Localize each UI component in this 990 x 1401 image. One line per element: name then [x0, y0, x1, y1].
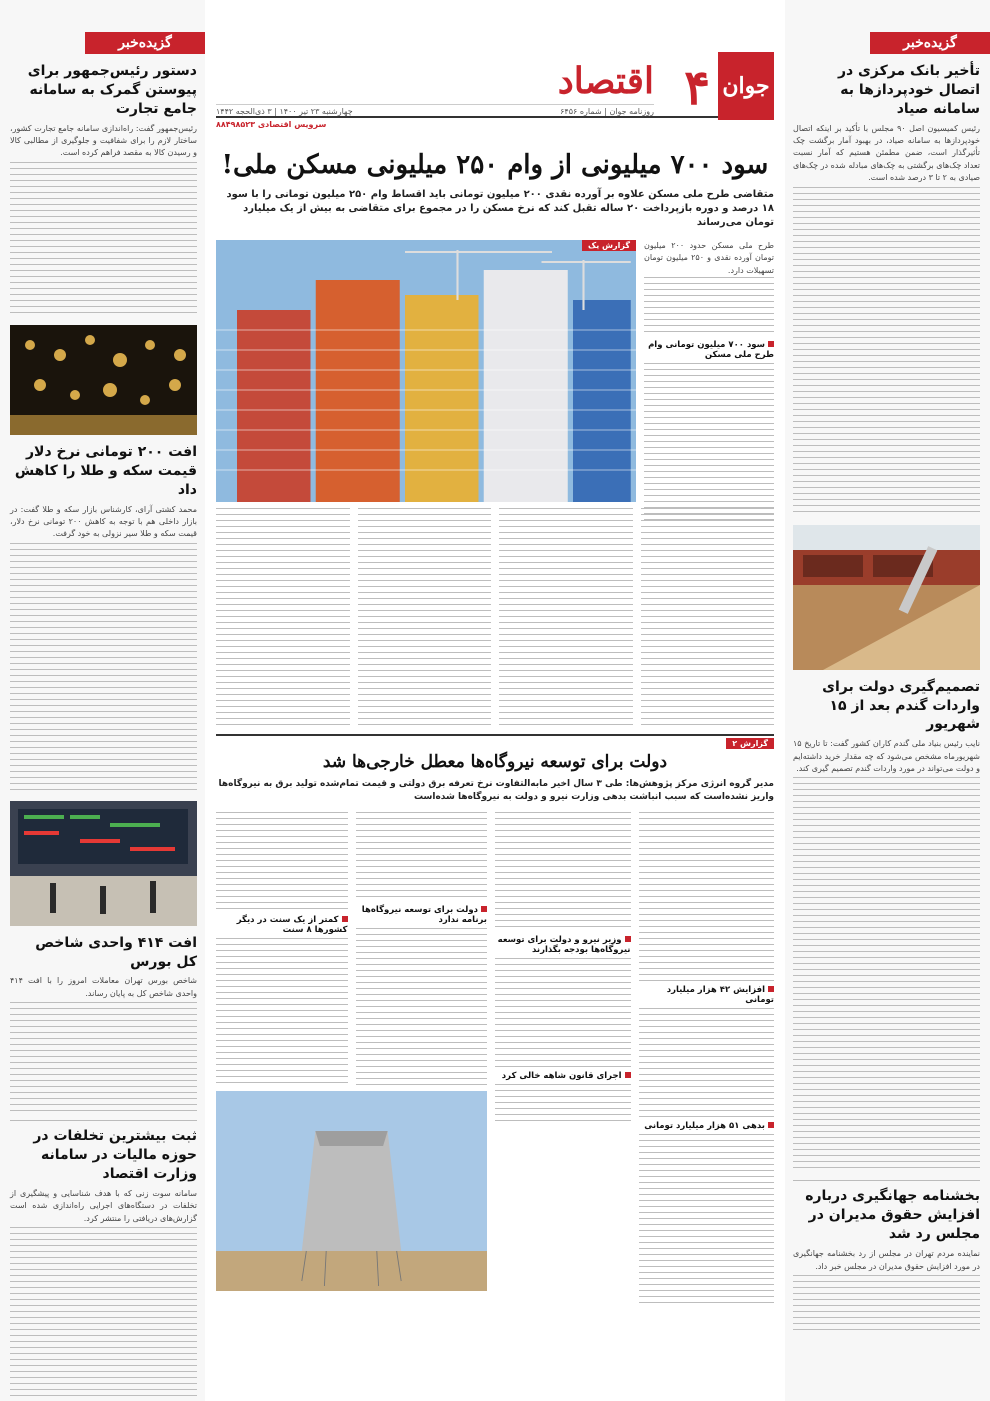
news-headline[interactable]: ثبت بیشترین تخلفات در حوزه مالیات در سامانه وزارت اقتصاد — [33, 1128, 197, 1183]
section2-right-block — [216, 812, 487, 1292]
main-headline[interactable]: سود ۷۰۰ میلیونی از وام ۲۵۰ میلیونی مسکن ملی! — [221, 150, 769, 180]
main-intro: طرح ملی مسکن حدود ۲۰۰ میلیون تومان آورده نقدی و ۲۵۰ میلیون تومان تسهیلات دارد. — [644, 241, 775, 275]
section2-lead: مدیر گروه انرژی مرکز پژوهش‌ها: طی ۳ سال اخیر مابه‌التفاوت نرخ تعرفه برق دولتی و قیمت تمام‌شده تولید برق به نیروگاه‌ها واریز نشده‌است که سبب انباشت بدهی وزارت نیرو و دولت به نیروگاه‌ها شده‌است — [218, 779, 774, 803]
section2-subhead: کمتر از یک سنت در دیگر کشورها ۸ سنت — [236, 915, 348, 936]
main-story-top — [216, 240, 774, 502]
news-body-continued — [10, 543, 197, 793]
news-headline[interactable]: تأخیر بانک مرکزی در اتصال خودپردازها به سامانه صیاد — [837, 63, 980, 117]
stock-exchange-photo — [10, 801, 197, 926]
body-column — [641, 508, 775, 726]
news-digest-tag: گزیده‌خبر — [85, 32, 205, 54]
right-sidebar — [785, 0, 990, 1401]
news-item — [10, 443, 197, 793]
news-body: نماینده مردم تهران در مجلس از رد بخشنامه جهانگیری در مورد افزایش حقوق مدیران در مجلس خبر داد. — [793, 1249, 980, 1271]
news-body: سامانه سوت زنی که با هدف شناسایی و پیشگیری از تخلفات در دستگاه‌های اجرایی راه‌اندازی شده است گزارش‌های دریافتی را منتشر کرد. — [10, 1188, 197, 1223]
gold-jewelry-photo — [10, 325, 197, 435]
body-lines — [644, 277, 774, 337]
body-lines — [356, 812, 488, 902]
news-item — [793, 62, 980, 517]
news-digest-tag: گزیده‌خبر — [870, 32, 990, 54]
body-column — [499, 508, 633, 726]
news-headline[interactable]: بخشنامه جهانگیری درباره افزایش حقوق مدیران در مجلس رد شد — [805, 1188, 980, 1243]
news-item — [10, 934, 197, 1113]
news-body: محمد کشتی آرای، کارشناس بازار سکه و طلا گفت: در بازار داخلی هم با توجه به کاهش ۲۰۰ تومانی نرخ دلار، قیمت سکه و طلا سیر نزولی به خود گرفت. — [10, 504, 197, 539]
news-headline[interactable]: تصمیم‌گیری دولت برای واردات گندم بعد از ۱۵ شهریور — [822, 678, 980, 733]
body-lines — [495, 1084, 631, 1124]
news-item — [793, 678, 980, 1173]
body-lines — [216, 812, 348, 912]
body-lines — [356, 928, 488, 1088]
news-body: نایب رئیس بنیاد ملی گندم کاران کشور گفت: تا تاریخ ۱۵ شهریورماه مشخص می‌شود که چه مقدار خرید داشته‌ایم و دولت می‌تواند در مورد واردات گندم تصمیم گیری کند. — [793, 739, 980, 774]
main-subhead: سود ۷۰۰ میلیون تومانی وام طرح ملی مسکن — [648, 340, 774, 361]
section2-subhead: بدهی ۵۱ هزار میلیارد تومانی — [639, 1121, 775, 1131]
body-column — [356, 812, 488, 1087]
body-lines — [644, 363, 774, 523]
body-lines — [639, 1008, 775, 1118]
news-headline[interactable]: دستور رئیس‌جمهور برای پیوستن گمرک به سامانه جامع تجارت — [27, 63, 197, 117]
news-body-continued — [10, 162, 197, 317]
issue-number: روزنامه جوان | شماره ۶۴۵۶ — [560, 107, 654, 116]
power-plant-photo — [216, 1091, 487, 1291]
news-item — [10, 62, 197, 317]
section2-headline[interactable]: دولت برای توسعه نیروگاه‌ها معطل خارجی‌ها شد — [322, 752, 668, 772]
body-lines — [639, 812, 775, 982]
news-body-continued — [10, 1227, 197, 1397]
body-lines — [216, 938, 348, 1088]
news-headline[interactable]: افت ۴۱۴ واحدی شاخص کل بورس — [35, 934, 197, 970]
report-tag: گزارش ۲ — [726, 738, 774, 749]
news-body-continued — [793, 777, 980, 1172]
section2 — [216, 734, 774, 1292]
main-column — [210, 0, 780, 1401]
news-body: رئیس‌جمهور گفت: راه‌اندازی سامانه جامع تجارت کشور، ساختار لازم را برای شفافیت و جلوگیری از مطالبی کالا و رسیدن کالا به مقصد فراهم کرده است. — [10, 123, 197, 158]
section2-subhead: وزیر نیرو و دولت برای توسعه نیروگاه‌ها بودجه بگذارند — [497, 935, 631, 956]
main-story-intro-column — [644, 240, 774, 502]
section-title: اقتصاد — [557, 60, 654, 102]
wheat-photo — [793, 525, 980, 670]
news-item — [793, 1180, 980, 1334]
main-lead: متقاضی طرح ملی مسکن علاوه بر آورده نقدی ۲۰۰ میلیون تومانی باید اقساط وام ۲۵۰ میلیون تومانی را با سود ۱۸ درصد و دوره بازپرداخت ۲۰ ساله تقبل کند که نرخ مسکن را در مجموع برای متقاضی به بیش از یک میلیارد تومان می‌رساند — [226, 189, 774, 228]
section2-subhead: افزایش ۴۲ هزار میلیارد تومانی — [666, 985, 774, 1006]
issue-date: چهارشنبه ۲۳ تیر ۱۴۰۰ | ۳ ذی‌الحجه ۱۴۴۲ — [216, 107, 353, 116]
newspaper-logo[interactable]: جوان — [718, 52, 774, 120]
body-column — [358, 508, 492, 726]
page-number: ۴ — [684, 60, 710, 116]
news-body-continued — [793, 1275, 980, 1335]
news-body-continued — [793, 187, 980, 517]
news-item — [10, 1120, 197, 1397]
service-contact: سرویس اقتصادی ۸۸۴۹۸۵۲۳ — [216, 120, 327, 129]
left-sidebar — [0, 0, 205, 1401]
section2-subhead: اجرای قانون شاهه خالی کرد — [495, 1071, 631, 1081]
issue-info — [216, 104, 654, 116]
news-headline[interactable]: افت ۲۰۰ تومانی نرخ دلار قیمت سکه و طلا را کاهش داد — [14, 443, 197, 498]
masthead — [216, 30, 774, 118]
body-column — [639, 812, 775, 1292]
body-column — [216, 812, 348, 1087]
construction-photo — [216, 240, 636, 502]
report-tag: گزارش یک — [582, 240, 636, 251]
main-story-columns — [216, 508, 774, 726]
body-lines — [639, 1134, 775, 1304]
news-body: شاخص بورس تهران معاملات امروز را با افت ۴۱۴ واحدی شاخص کل به پایان رساند. — [10, 976, 197, 998]
news-body-continued — [10, 1002, 197, 1112]
section2-columns — [216, 812, 774, 1292]
body-column — [495, 812, 631, 1292]
news-body: رئیس کمیسیون اصل ۹۰ مجلس با تأکید بر اینکه اتصال خودپردازها به سامانه صیاد، در بهبود آمار برگشت چک تأثیرگذار است، ضمن مطمئن هستیم که آمار نسبت تعداد چک‌های برگشتی به چک‌های مبادله شده در چک‌های صیادی به ۲ تا ۳ درصد شده است. — [793, 123, 981, 183]
body-lines — [495, 812, 631, 932]
body-lines — [495, 958, 631, 1068]
body-column — [216, 508, 350, 726]
section2-subhead: دولت برای توسعه نیروگاه‌ها برنامه ندارد — [361, 905, 487, 926]
